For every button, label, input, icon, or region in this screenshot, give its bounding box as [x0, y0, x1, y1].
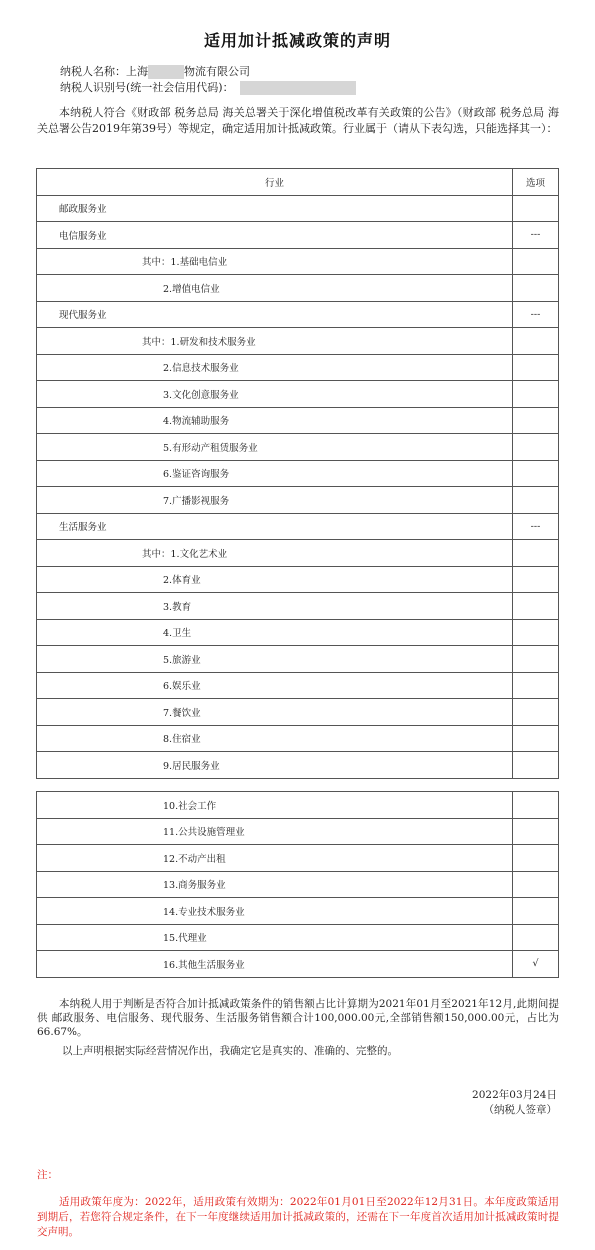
table-row: [37, 672, 559, 699]
industry-name-cell: 2.增值电信业: [37, 275, 513, 302]
table-row: [37, 619, 559, 646]
industry-name-cell: 11.公共设施管理业: [37, 818, 513, 845]
industry-name-cell: 13.商务服务业: [37, 871, 513, 898]
industry-name-cell: 3.教育: [37, 593, 513, 620]
industry-name-cell: 2.信息技术服务业: [37, 354, 513, 381]
industry-name-cell: 7.广播影视服务: [37, 487, 513, 514]
option-checkbox-cell[interactable]: [513, 725, 559, 752]
table-row: [37, 646, 559, 673]
option-checkbox-cell[interactable]: [513, 818, 559, 845]
option-checkbox-cell[interactable]: [513, 699, 559, 726]
industry-name-cell: 14.专业技术服务业: [37, 898, 513, 925]
table-row: [37, 725, 559, 752]
taxpayer-id-label: 纳税人识别号(统一社会信用代码)：: [60, 81, 234, 94]
industry-name-cell: 7.餐饮业: [37, 699, 513, 726]
option-checkbox-cell[interactable]: [513, 672, 559, 699]
industry-name-cell: 5.旅游业: [37, 646, 513, 673]
table-row: [37, 593, 559, 620]
industry-name-cell: 邮政服务业: [37, 195, 513, 222]
table-row: [37, 924, 559, 951]
option-column-header: 选项: [513, 169, 559, 196]
industry-name-cell: 其中：1.文化艺术业: [37, 540, 513, 567]
industry-name-cell: 12.不动产出租: [37, 845, 513, 872]
taxpayer-name-line: [60, 64, 250, 80]
option-checkbox-cell[interactable]: [513, 871, 559, 898]
option-checkbox-cell[interactable]: [513, 434, 559, 461]
option-checkbox-cell[interactable]: [513, 195, 559, 222]
industry-name-cell: 5.有形动产租赁服务业: [37, 434, 513, 461]
option-checkbox-cell[interactable]: [513, 540, 559, 567]
table-row: [37, 301, 559, 328]
table-row: [37, 460, 559, 487]
table-row: [37, 513, 559, 540]
industry-name-cell: 4.物流辅助服务: [37, 407, 513, 434]
industry-name-cell: 4.卫生: [37, 619, 513, 646]
option-checkbox-cell[interactable]: [513, 460, 559, 487]
table-row: [37, 487, 559, 514]
industry-name-cell: 其中：1.研发和技术服务业: [37, 328, 513, 355]
table-row: [37, 566, 559, 593]
option-checkbox-cell[interactable]: [513, 619, 559, 646]
table-row: [37, 407, 559, 434]
redacted-name-block: [148, 65, 184, 79]
table-row: [37, 540, 559, 567]
industry-name-cell: 2.体育业: [37, 566, 513, 593]
sales-ratio-paragraph: 本纳税人用于判断是否符合加计抵减政策条件的销售额占比计算期为2021年01月至2021年12月,此期间提供 邮政服务、电信服务、现代服务、生活服务销售额合计100,000.00元,全部销售额150,000.00元，占比为 66.67%。: [37, 998, 559, 1038]
document-title: 适用加计抵减政策的声明: [203, 31, 391, 50]
table-row: [37, 248, 559, 275]
note-text: 适用政策年度为：2022年，适用政策有效期为：2022年01月01日至2022年12月31日。本年度政策适用到期后，若您符合规定条件，在下一年度继续适用加计抵减政策的，还需在下一年度首次适用加计抵减政策时提交声明。: [37, 1196, 559, 1238]
industry-table-part2: [36, 791, 559, 978]
note-label: 注：: [37, 1169, 58, 1181]
option-checkbox-cell[interactable]: [513, 407, 559, 434]
option-checkbox-cell[interactable]: [513, 354, 559, 381]
redacted-id-block: [240, 81, 356, 95]
industry-name-cell: 16.其他生活服务业: [37, 951, 513, 978]
taxpayer-name-label: 纳税人名称：上海: [60, 65, 148, 78]
industry-column-header: 行业: [37, 169, 513, 196]
option-checkbox-cell[interactable]: [513, 328, 559, 355]
table-row: [37, 354, 559, 381]
industry-table-part1: [36, 168, 559, 779]
table-row: [37, 951, 559, 978]
signature-label: （纳税人签章）: [483, 1104, 557, 1116]
option-checkbox-cell: ---: [513, 222, 559, 249]
option-checkbox-cell[interactable]: [513, 381, 559, 408]
table-row: [37, 845, 559, 872]
taxpayer-id-line: [60, 80, 356, 96]
table-row: [37, 792, 559, 819]
option-checkbox-cell: ---: [513, 513, 559, 540]
option-checkbox-cell[interactable]: [513, 792, 559, 819]
industry-name-cell: 9.居民服务业: [37, 752, 513, 779]
table-row: [37, 898, 559, 925]
industry-name-cell: 8.住宿业: [37, 725, 513, 752]
table-row: [37, 275, 559, 302]
option-checkbox-cell: ---: [513, 301, 559, 328]
industry-name-cell: 电信服务业: [37, 222, 513, 249]
table-row: [37, 434, 559, 461]
option-checkbox-cell[interactable]: [513, 924, 559, 951]
option-checkbox-cell[interactable]: [513, 646, 559, 673]
industry-name-cell: 15.代理业: [37, 924, 513, 951]
option-checkbox-cell[interactable]: [513, 845, 559, 872]
option-checkbox-cell[interactable]: [513, 566, 559, 593]
table-row: [37, 381, 559, 408]
industry-name-cell: 其中：1.基础电信业: [37, 248, 513, 275]
option-checkbox-cell[interactable]: [513, 275, 559, 302]
option-checkbox-cell[interactable]: [513, 487, 559, 514]
industry-name-cell: 现代服务业: [37, 301, 513, 328]
industry-name-cell: 10.社会工作: [37, 792, 513, 819]
option-checkbox-cell[interactable]: √: [513, 951, 559, 978]
declaration-date: 2022年03月24日: [472, 1089, 557, 1101]
table-row: [37, 818, 559, 845]
option-checkbox-cell[interactable]: [513, 593, 559, 620]
industry-name-cell: 6.娱乐业: [37, 672, 513, 699]
industry-name-cell: 6.鉴证咨询服务: [37, 460, 513, 487]
table-header-row: [37, 169, 559, 196]
option-checkbox-cell[interactable]: [513, 248, 559, 275]
option-checkbox-cell[interactable]: [513, 752, 559, 779]
option-checkbox-cell[interactable]: [513, 898, 559, 925]
table-row: [37, 699, 559, 726]
table-row: [37, 328, 559, 355]
taxpayer-name-suffix: 物流有限公司: [184, 65, 250, 78]
table-row: [37, 871, 559, 898]
declaration-text: 以上声明根据实际经营情况作出，我确定它是真实的、准确的、完整的。: [62, 1045, 398, 1057]
table-row: [37, 222, 559, 249]
table-row: [37, 195, 559, 222]
intro-paragraph: 本纳税人符合《财政部 税务总局 海关总署关于深化增值税改革有关政策的公告》（财政部 税务总局 海关总署公告2019年第39号）等规定，确定适用加计抵减政策。行业属于（请从下表勾选，只能选择其一）：: [37, 106, 559, 135]
industry-name-cell: 3.文化创意服务业: [37, 381, 513, 408]
table-row: [37, 752, 559, 779]
industry-name-cell: 生活服务业: [37, 513, 513, 540]
